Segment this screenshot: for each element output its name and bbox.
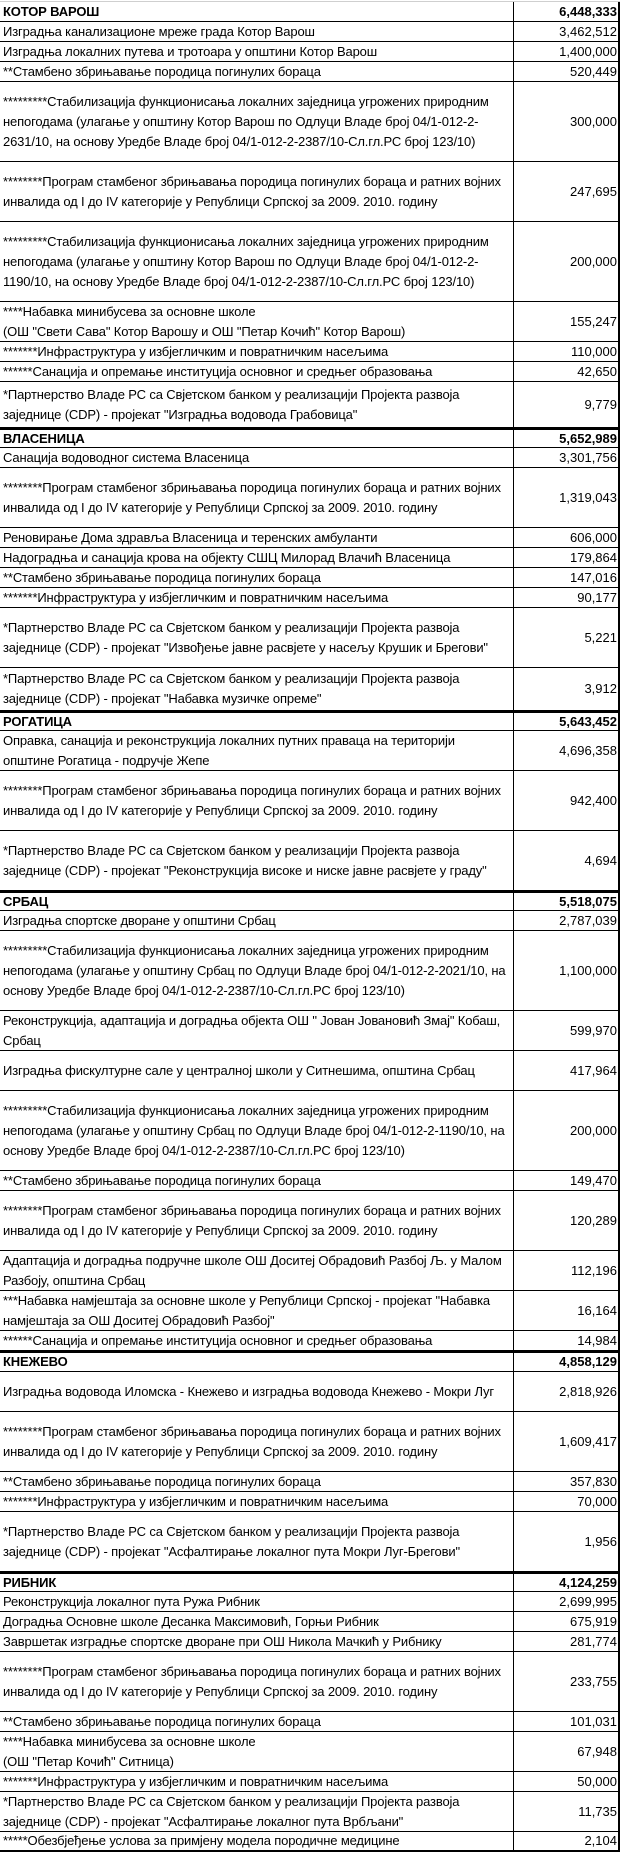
- table-row[interactable]: [0, 1512, 620, 1572]
- table-row[interactable]: [0, 568, 620, 588]
- item-amount: 1,400,000: [514, 42, 620, 61]
- item-amount: 50,000: [514, 1772, 620, 1791]
- item-amount: 520,449: [514, 62, 620, 81]
- item-amount: 3,301,756: [514, 448, 620, 467]
- table-row[interactable]: [0, 22, 620, 42]
- item-description: ********Програм стамбеног збрињавања породица погинулих бораца и ратних војних инвалида од I до IV категорије у Републици Српској за 2009. 2010. годину: [0, 1191, 514, 1250]
- table-row[interactable]: [0, 362, 620, 382]
- item-amount: 233,755: [514, 1652, 620, 1711]
- item-description: *Партнерство Владе РС са Свјетском банком у реализацији Пројекта развоја заједнице (CDP) - пројекат "Изградња водовода Грабовица": [0, 382, 514, 427]
- item-description: Завршетак изградње спортске дворане при ОШ Никола Мачкић у Рибнику: [0, 1632, 514, 1651]
- item-description: ********Програм стамбеног збрињавања породица погинулих бораца и ратних војних инвалида од I до IV категорије у Републици Српској за 2009. 2010. годину: [0, 771, 514, 830]
- item-amount: 5,221: [514, 608, 620, 667]
- table-row[interactable]: [0, 1492, 620, 1512]
- table-row[interactable]: [0, 668, 620, 711]
- group-name: ВЛАСЕНИЦА: [0, 430, 514, 447]
- item-description: *Партнерство Владе РС са Свјетском банком у реализацији Пројекта развоја заједнице (CDP) - пројекат "Набавка музичке опреме": [0, 668, 514, 710]
- table-row[interactable]: [0, 528, 620, 548]
- group-header-row[interactable]: [0, 2, 620, 22]
- group-total: 6,448,333: [514, 2, 620, 21]
- item-amount: 4,696,358: [514, 731, 620, 770]
- item-description: ********Програм стамбеног збрињавања породица погинулих бораца и ратних војних инвалида од I до IV категорије у Републици Српској за 2009. 2010. годину: [0, 1412, 514, 1471]
- group-name: РИБНИК: [0, 1574, 514, 1591]
- table-row[interactable]: [0, 1412, 620, 1472]
- item-amount: 149,470: [514, 1171, 620, 1190]
- table-row[interactable]: [0, 1612, 620, 1632]
- table-row[interactable]: [0, 342, 620, 362]
- item-description: ****Набавка минибусева за основне школе (ОШ "Петар Кочић" Ситница): [0, 1732, 514, 1771]
- item-description: Надоградња и санација крова на објекту СШЦ Милорад Влачић Власеница: [0, 548, 514, 567]
- item-amount: 247,695: [514, 162, 620, 221]
- table-row[interactable]: [0, 1592, 620, 1612]
- table-row[interactable]: [0, 1652, 620, 1712]
- item-description: *******Инфраструктура у избјегличким и повратничким насељима: [0, 1772, 514, 1791]
- group-name: КНЕЖЕВО: [0, 1353, 514, 1371]
- group-header-row[interactable]: [0, 1351, 620, 1372]
- table-row[interactable]: [0, 1832, 620, 1852]
- item-description: **Стамбено збрињавање породица погинулих бораца: [0, 1472, 514, 1491]
- group-total: 5,652,989: [514, 430, 620, 447]
- group-total: 4,124,259: [514, 1574, 620, 1591]
- group-header-row[interactable]: [0, 428, 620, 448]
- table-row[interactable]: [0, 1191, 620, 1251]
- item-description: Изградња водовода Иломска - Кнежево и изградња водовода Кнежево - Мокри Луг: [0, 1372, 514, 1411]
- table-row[interactable]: [0, 162, 620, 222]
- table-row[interactable]: [0, 1632, 620, 1652]
- item-description: Изградња фискултурне сале у централној школи у Ситнешима, општина Србац: [0, 1051, 514, 1090]
- group-header-row[interactable]: [0, 711, 620, 731]
- item-description: *Партнерство Владе РС са Свјетском банком у реализацији Пројекта развоја заједнице (CDP) - пројекат "Асфалтирање локалног пута Мокри Луг-Брегови": [0, 1512, 514, 1571]
- item-amount: 1,319,043: [514, 468, 620, 527]
- table-row[interactable]: [0, 468, 620, 528]
- spreadsheet-table: [0, 1, 620, 1852]
- item-description: *Партнерство Владе РС са Свјетском банком у реализацији Пројекта развоја заједнице (CDP) - пројекат "Извођење јавне расвјете у насељу Крушик и Брегови": [0, 608, 514, 667]
- table-row[interactable]: [0, 82, 620, 162]
- item-description: ********Програм стамбеног збрињавања породица погинулих бораца и ратних војних инвалида од I до IV категорије у Републици Српској за 2009. 2010. годину: [0, 468, 514, 527]
- table-row[interactable]: [0, 1712, 620, 1732]
- table-row[interactable]: [0, 42, 620, 62]
- table-row[interactable]: [0, 222, 620, 302]
- table-row[interactable]: [0, 1051, 620, 1091]
- item-amount: 200,000: [514, 222, 620, 301]
- item-description: Доградња Основне школе Десанка Максимовић, Горњи Рибник: [0, 1612, 514, 1631]
- item-amount: 675,919: [514, 1612, 620, 1631]
- table-row[interactable]: [0, 771, 620, 831]
- item-amount: 599,970: [514, 1011, 620, 1050]
- item-amount: 67,948: [514, 1732, 620, 1771]
- item-description: Реконструкција, адаптација и доградња објекта ОШ " Јован Јовановић Змај" Кобаш, Србац: [0, 1011, 514, 1050]
- item-amount: 179,864: [514, 548, 620, 567]
- item-amount: 101,031: [514, 1712, 620, 1731]
- item-amount: 942,400: [514, 771, 620, 830]
- group-name: КОТОР ВАРОШ: [0, 2, 514, 21]
- item-amount: 16,164: [514, 1291, 620, 1330]
- table-row[interactable]: [0, 548, 620, 568]
- item-description: **Стамбено збрињавање породица погинулих бораца: [0, 1712, 514, 1731]
- item-amount: 357,830: [514, 1472, 620, 1491]
- table-row[interactable]: [0, 302, 620, 342]
- item-description: Оправка, санација и реконструкција локалних путних праваца на територији општине Рогатица - подручје Жепе: [0, 731, 514, 770]
- table-row[interactable]: [0, 1472, 620, 1492]
- item-amount: 70,000: [514, 1492, 620, 1511]
- table-row[interactable]: [0, 382, 620, 428]
- group-total: 4,858,129: [514, 1353, 620, 1371]
- item-description: ******Санација и опремање институција основног и средњег образовања: [0, 1331, 514, 1350]
- item-description: **Стамбено збрињавање породица погинулих бораца: [0, 1171, 514, 1190]
- table-row[interactable]: [0, 62, 620, 82]
- item-amount: 155,247: [514, 302, 620, 341]
- item-description: Санација водоводног система Власеница: [0, 448, 514, 467]
- item-amount: 2,104: [514, 1832, 620, 1850]
- item-description: ***Набавка намјештаја за основне школе у Републици Српској - пројекат "Набавка намјештаја за ОШ Доситеј Обрадовић Разбој": [0, 1291, 514, 1330]
- item-amount: 1,100,000: [514, 931, 620, 1010]
- item-description: Изградња локалних путева и тротоара у општини Котор Варош: [0, 42, 514, 61]
- item-description: ********Програм стамбеног збрињавања породица погинулих бораца и ратних војних инвалида од I до IV категорије у Републици Српској за 2009. 2010. годину: [0, 1652, 514, 1711]
- table-row[interactable]: [0, 731, 620, 771]
- item-amount: 4,694: [514, 831, 620, 890]
- table-row[interactable]: [0, 1291, 620, 1331]
- item-description: *******Инфраструктура у избјегличким и повратничким насељима: [0, 342, 514, 361]
- item-amount: 1,956: [514, 1512, 620, 1571]
- item-amount: 2,787,039: [514, 911, 620, 930]
- item-amount: 281,774: [514, 1632, 620, 1651]
- item-amount: 2,699,995: [514, 1592, 620, 1611]
- item-amount: 147,016: [514, 568, 620, 587]
- item-description: *********Стабилизација функционисања локалних заједница угрожених природним непогодама (улагање у општину Србац по Одлуци Владе број 04/1-012-2-1190/10, на основу Уредбе Владе број 04/1-012-2-2387/10-Сл.гл.РС број 123/10): [0, 1091, 514, 1170]
- item-amount: 3,912: [514, 668, 620, 710]
- table-row[interactable]: [0, 1372, 620, 1412]
- group-header-row[interactable]: [0, 891, 620, 911]
- item-amount: 417,964: [514, 1051, 620, 1090]
- table-row[interactable]: [0, 1171, 620, 1191]
- item-description: Реновирање Дома здравља Власеница и теренских амбуланти: [0, 528, 514, 547]
- table-row[interactable]: [0, 1011, 620, 1051]
- group-name: СРБАЦ: [0, 893, 514, 910]
- item-description: **Стамбено збрињавање породица погинулих бораца: [0, 568, 514, 587]
- item-description: Адаптација и доградња подручне школе ОШ Доситеј Обрадовић Разбој Љ. у Малом Разбоју, општина Србац: [0, 1251, 514, 1290]
- item-amount: 606,000: [514, 528, 620, 547]
- group-header-row[interactable]: [0, 1572, 620, 1592]
- item-amount: 2,818,926: [514, 1372, 620, 1411]
- item-amount: 200,000: [514, 1091, 620, 1170]
- item-description: *********Стабилизација функционисања локалних заједница угрожених природним непогодама (улагање у општину Котор Варош по Одлуци Владе број 04/1-012-2-2631/10, на основу Уредбе Владе број 04/1-012-2-2387/10-Сл.гл.РС број 123/10): [0, 82, 514, 161]
- item-amount: 3,462,512: [514, 22, 620, 41]
- item-amount: 90,177: [514, 588, 620, 607]
- table-row[interactable]: [0, 911, 620, 931]
- table-row[interactable]: [0, 1331, 620, 1351]
- table-row[interactable]: [0, 448, 620, 468]
- table-row[interactable]: [0, 831, 620, 891]
- item-amount: 1,609,417: [514, 1412, 620, 1471]
- item-amount: 120,289: [514, 1191, 620, 1250]
- item-description: *********Стабилизација функционисања локалних заједница угрожених природним непогодама (улагање у општину Србац по Одлуци Владе број 04/1-012-2-2021/10, на основу Уредбе Владе број 04/1-012-2-2387/10-Сл.гл.РС број 123/10): [0, 931, 514, 1010]
- item-description: **Стамбено збрињавање породица погинулих бораца: [0, 62, 514, 81]
- item-amount: 9,779: [514, 382, 620, 427]
- table-row[interactable]: [0, 1251, 620, 1291]
- table-row[interactable]: [0, 608, 620, 668]
- item-description: *****Обезбјеђење услова за примјену модела породичне медицине: [0, 1832, 514, 1850]
- group-total: 5,518,075: [514, 893, 620, 910]
- table-row[interactable]: [0, 1091, 620, 1171]
- group-name: РОГАТИЦА: [0, 713, 514, 730]
- table-row[interactable]: [0, 931, 620, 1011]
- item-description: ******Санација и опремање институција основног и средњег образовања: [0, 362, 514, 381]
- item-amount: 42,650: [514, 362, 620, 381]
- table-row[interactable]: [0, 588, 620, 608]
- item-description: *********Стабилизација функционисања локалних заједница угрожених природним непогодама (улагање у општину Котор Варош по Одлуци Владе број 04/1-012-2-1190/10, на основу Уредбе Владе број 04/1-012-2-2387/10-Сл.гл.РС број 123/10): [0, 222, 514, 301]
- table-row[interactable]: [0, 1772, 620, 1792]
- item-amount: 112,196: [514, 1251, 620, 1290]
- item-description: *******Инфраструктура у избјегличким и повратничким насељима: [0, 1492, 514, 1511]
- item-description: ********Програм стамбеног збрињавања породица погинулих бораца и ратних војних инвалида од I до IV категорије у Републици Српској за 2009. 2010. годину: [0, 162, 514, 221]
- item-amount: 110,000: [514, 342, 620, 361]
- table-row[interactable]: [0, 1732, 620, 1772]
- item-description: *******Инфраструктура у избјегличким и повратничким насељима: [0, 588, 514, 607]
- item-description: Изградња спортске дворане у општини Србац: [0, 911, 514, 930]
- item-amount: 300,000: [514, 82, 620, 161]
- item-description: Изградња канализационе мреже града Котор Варош: [0, 22, 514, 41]
- item-description: ****Набавка минибусева за основне школе (ОШ "Свети Сава" Котор Варошу и ОШ "Петар Кочић" Котор Варош): [0, 302, 514, 341]
- item-description: *Партнерство Владе РС са Свјетском банком у реализацији Пројекта развоја заједнице (CDP) - пројекат "Асфалтирање локалног пута Врбљани": [0, 1792, 514, 1831]
- item-description: Реконструкција локалног пута Ружа Рибник: [0, 1592, 514, 1611]
- table-row[interactable]: [0, 1792, 620, 1832]
- item-description: *Партнерство Владе РС са Свјетском банком у реализацији Пројекта развоја заједнице (CDP) - пројекат "Реконструкција високе и ниске јавне расвјете у граду": [0, 831, 514, 890]
- group-total: 5,643,452: [514, 713, 620, 730]
- item-amount: 14,984: [514, 1331, 620, 1350]
- item-amount: 11,735: [514, 1792, 620, 1831]
